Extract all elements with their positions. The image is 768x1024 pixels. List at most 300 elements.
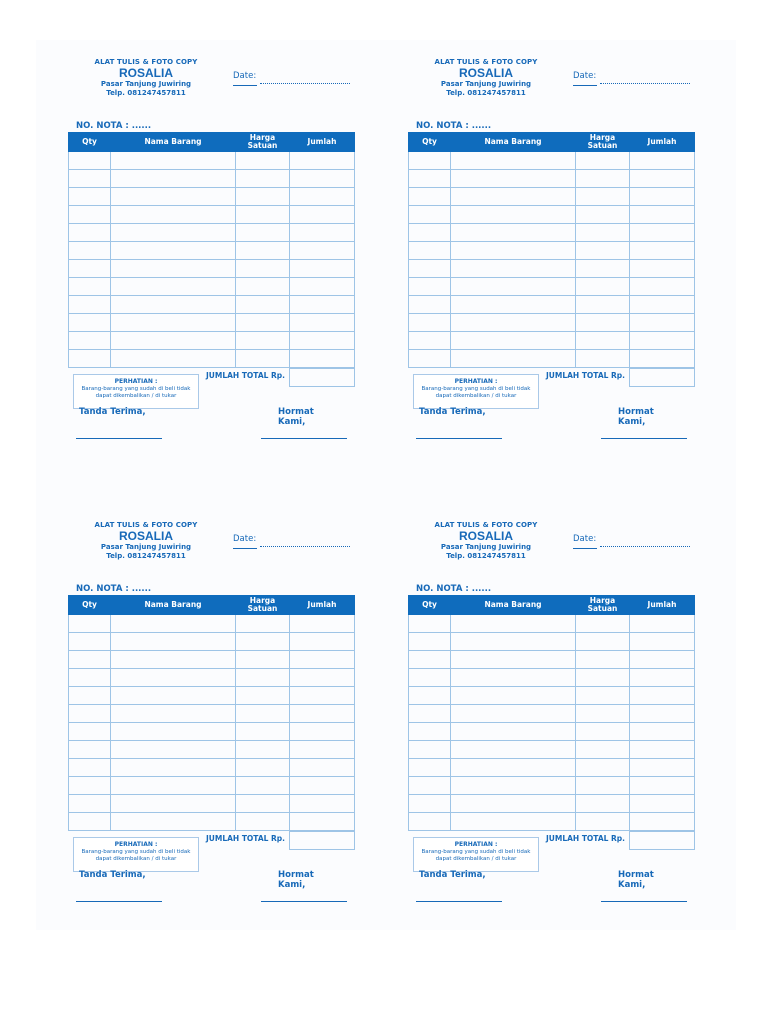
notice-box xyxy=(73,837,199,872)
col-unit-price: Harga Satuan xyxy=(236,596,290,615)
table-cell xyxy=(69,795,111,813)
table-cell xyxy=(630,723,695,741)
table-cell xyxy=(409,759,451,777)
table-cell xyxy=(290,278,355,296)
table-cell xyxy=(290,759,355,777)
items-table xyxy=(408,132,695,368)
date-dotted-line xyxy=(600,546,690,547)
notice-text: Barang-barang yang sudah di beli tidak dapat dikembalikan / di tukar xyxy=(81,849,191,862)
table-cell xyxy=(451,206,576,224)
table-cell xyxy=(451,260,576,278)
table-cell xyxy=(69,206,111,224)
table-cell xyxy=(576,669,630,687)
table-cell xyxy=(69,296,111,314)
table-cell xyxy=(630,350,695,368)
table-cell xyxy=(111,278,236,296)
col-qty: Qty xyxy=(409,133,451,152)
table-cell xyxy=(290,795,355,813)
table-cell xyxy=(290,687,355,705)
table-row xyxy=(69,170,355,188)
table-cell xyxy=(111,260,236,278)
table-cell xyxy=(630,260,695,278)
table-cell xyxy=(576,224,630,242)
receiver-signature-line xyxy=(416,438,502,439)
store-contact xyxy=(406,543,566,560)
table-cell xyxy=(630,224,695,242)
table-cell xyxy=(409,260,451,278)
table-row xyxy=(409,260,695,278)
table-cell xyxy=(111,242,236,260)
items-table xyxy=(68,595,355,831)
table-row xyxy=(69,332,355,350)
table-row xyxy=(69,687,355,705)
table-cell xyxy=(576,759,630,777)
table-cell xyxy=(630,615,695,633)
store-address: Pasar Tanjung Juwiring xyxy=(100,543,192,551)
table-cell xyxy=(576,350,630,368)
table-cell xyxy=(290,170,355,188)
table-cell xyxy=(451,332,576,350)
table-row xyxy=(69,224,355,242)
table-cell xyxy=(290,350,355,368)
table-row xyxy=(69,669,355,687)
table-cell xyxy=(111,759,236,777)
table-header-row xyxy=(69,133,355,152)
notice-title: PERHATIAN : xyxy=(114,378,158,385)
col-amount: Jumlah xyxy=(290,596,355,615)
table-cell xyxy=(236,687,290,705)
table-cell xyxy=(630,278,695,296)
table-cell xyxy=(576,813,630,831)
table-cell xyxy=(576,795,630,813)
table-row xyxy=(69,633,355,651)
table-cell xyxy=(409,152,451,170)
table-cell xyxy=(451,633,576,651)
table-row xyxy=(69,350,355,368)
table-row xyxy=(409,705,695,723)
store-phone: Telp. 081247457811 xyxy=(106,88,186,97)
table-cell xyxy=(236,795,290,813)
table-cell xyxy=(236,723,290,741)
table-cell xyxy=(451,651,576,669)
table-row xyxy=(69,615,355,633)
table-cell xyxy=(451,350,576,368)
receiver-signature-label: Tanda Terima, xyxy=(79,870,146,880)
total-label: JUMLAH TOTAL Rp. xyxy=(206,371,286,380)
sender-signature-line xyxy=(261,901,347,902)
col-qty: Qty xyxy=(69,133,111,152)
table-cell xyxy=(290,651,355,669)
table-row xyxy=(69,777,355,795)
total-amount-field xyxy=(289,831,355,850)
table-cell xyxy=(69,633,111,651)
table-row xyxy=(69,242,355,260)
date-line xyxy=(233,548,257,549)
table-cell xyxy=(69,314,111,332)
col-qty: Qty xyxy=(69,596,111,615)
table-cell xyxy=(451,170,576,188)
table-cell xyxy=(236,813,290,831)
store-phone: Telp. 081247457811 xyxy=(446,551,526,560)
col-item-name: Nama Barang xyxy=(111,133,236,152)
store-phone: Telp. 081247457811 xyxy=(446,88,526,97)
table-cell xyxy=(409,224,451,242)
table-cell xyxy=(451,777,576,795)
col-item-name: Nama Barang xyxy=(451,596,576,615)
table-cell xyxy=(409,188,451,206)
store-address: Pasar Tanjung Juwiring xyxy=(100,80,192,88)
receipt-sheet xyxy=(36,40,736,930)
table-cell xyxy=(290,152,355,170)
table-row xyxy=(69,296,355,314)
table-cell xyxy=(69,651,111,669)
receiver-signature-label: Tanda Terima, xyxy=(419,407,486,417)
table-cell xyxy=(69,741,111,759)
table-row xyxy=(409,795,695,813)
table-cell xyxy=(236,170,290,188)
table-cell xyxy=(576,723,630,741)
table-cell xyxy=(290,813,355,831)
date-dotted-line xyxy=(260,546,350,547)
notice-title: PERHATIAN : xyxy=(454,378,498,385)
notice-text: Barang-barang yang sudah di beli tidak dapat dikembalikan / di tukar xyxy=(421,386,531,399)
table-cell xyxy=(576,687,630,705)
table-cell xyxy=(290,206,355,224)
total-amount-field xyxy=(629,368,695,387)
receiver-signature-line xyxy=(76,901,162,902)
table-cell xyxy=(111,687,236,705)
table-cell xyxy=(290,633,355,651)
table-cell xyxy=(290,224,355,242)
receiver-signature-line xyxy=(76,438,162,439)
receiver-signature-line xyxy=(416,901,502,902)
table-cell xyxy=(576,615,630,633)
col-unit-price: Harga Satuan xyxy=(576,596,630,615)
table-cell xyxy=(451,296,576,314)
table-row xyxy=(69,705,355,723)
table-cell xyxy=(69,224,111,242)
notice-box xyxy=(73,374,199,409)
sender-signature-label: Hormat Kami, xyxy=(618,407,654,427)
nota-number: NO. NOTA : ...... xyxy=(76,121,152,131)
table-cell xyxy=(576,314,630,332)
business-line: ALAT TULIS & FOTO COPY xyxy=(94,58,198,66)
table-row xyxy=(409,813,695,831)
table-cell xyxy=(451,687,576,705)
date-line xyxy=(573,548,597,549)
table-row xyxy=(409,188,695,206)
table-cell xyxy=(69,615,111,633)
table-cell xyxy=(236,314,290,332)
table-cell xyxy=(409,795,451,813)
table-cell xyxy=(576,260,630,278)
table-cell xyxy=(111,206,236,224)
table-cell xyxy=(409,206,451,224)
table-row xyxy=(409,170,695,188)
table-cell xyxy=(630,759,695,777)
table-cell xyxy=(236,332,290,350)
col-item-name: Nama Barang xyxy=(111,596,236,615)
table-row xyxy=(69,314,355,332)
table-cell xyxy=(69,669,111,687)
nota-number: NO. NOTA : ...... xyxy=(416,121,492,131)
table-row xyxy=(69,795,355,813)
total-amount-field xyxy=(629,831,695,850)
table-cell xyxy=(630,669,695,687)
table-cell xyxy=(69,152,111,170)
table-row xyxy=(409,242,695,260)
table-cell xyxy=(576,777,630,795)
receipt-card xyxy=(376,40,676,460)
date-line xyxy=(573,85,597,86)
table-row xyxy=(409,687,695,705)
table-header-row xyxy=(69,596,355,615)
table-row xyxy=(69,741,355,759)
table-cell xyxy=(630,242,695,260)
table-cell xyxy=(630,296,695,314)
table-cell xyxy=(111,615,236,633)
table-cell xyxy=(451,705,576,723)
receiver-signature-label: Tanda Terima, xyxy=(419,870,486,880)
table-cell xyxy=(236,188,290,206)
table-cell xyxy=(409,723,451,741)
col-amount: Jumlah xyxy=(630,133,695,152)
table-cell xyxy=(630,332,695,350)
nota-number: NO. NOTA : ...... xyxy=(416,584,492,594)
business-line: ALAT TULIS & FOTO COPY xyxy=(434,58,538,66)
table-header-row xyxy=(409,133,695,152)
table-cell xyxy=(290,332,355,350)
receipt-card xyxy=(36,40,336,460)
table-row xyxy=(69,206,355,224)
table-cell xyxy=(576,152,630,170)
table-cell xyxy=(630,777,695,795)
table-cell xyxy=(236,615,290,633)
table-row xyxy=(409,633,695,651)
sender-signature-line xyxy=(261,438,347,439)
date-line xyxy=(233,85,257,86)
table-row xyxy=(69,759,355,777)
date-dotted-line xyxy=(600,83,690,84)
table-cell xyxy=(451,813,576,831)
table-row xyxy=(69,278,355,296)
table-cell xyxy=(630,206,695,224)
receipt-card xyxy=(376,503,676,923)
table-cell xyxy=(236,651,290,669)
sender-signature-line xyxy=(601,901,687,902)
table-cell xyxy=(69,723,111,741)
table-row xyxy=(409,723,695,741)
col-item-name: Nama Barang xyxy=(451,133,576,152)
notice-text: Barang-barang yang sudah di beli tidak dapat dikembalikan / di tukar xyxy=(421,849,531,862)
table-cell xyxy=(111,314,236,332)
store-contact xyxy=(66,543,226,560)
table-cell xyxy=(236,260,290,278)
table-cell xyxy=(69,705,111,723)
business-line: ALAT TULIS & FOTO COPY xyxy=(94,521,198,529)
table-row xyxy=(409,759,695,777)
table-cell xyxy=(236,242,290,260)
table-cell xyxy=(290,188,355,206)
table-cell xyxy=(236,206,290,224)
business-line: ALAT TULIS & FOTO COPY xyxy=(434,521,538,529)
table-cell xyxy=(111,669,236,687)
table-row xyxy=(69,651,355,669)
sender-signature-label: Hormat Kami, xyxy=(278,870,314,890)
table-row xyxy=(409,651,695,669)
table-cell xyxy=(236,705,290,723)
table-cell xyxy=(111,224,236,242)
table-row xyxy=(69,188,355,206)
table-row xyxy=(409,314,695,332)
notice-box xyxy=(413,837,539,872)
table-cell xyxy=(409,813,451,831)
table-cell xyxy=(111,152,236,170)
table-cell xyxy=(576,188,630,206)
table-cell xyxy=(630,188,695,206)
table-cell xyxy=(290,777,355,795)
table-cell xyxy=(290,705,355,723)
table-row xyxy=(69,260,355,278)
store-name: ROSALIA xyxy=(119,66,173,80)
items-table xyxy=(68,132,355,368)
table-cell xyxy=(451,314,576,332)
table-cell xyxy=(290,242,355,260)
table-cell xyxy=(451,224,576,242)
table-row xyxy=(409,350,695,368)
table-cell xyxy=(69,242,111,260)
table-cell xyxy=(630,314,695,332)
table-cell xyxy=(69,777,111,795)
table-row xyxy=(409,777,695,795)
table-cell xyxy=(69,260,111,278)
table-cell xyxy=(409,777,451,795)
table-row xyxy=(69,152,355,170)
store-phone: Telp. 081247457811 xyxy=(106,551,186,560)
store-name: ROSALIA xyxy=(459,529,513,543)
table-row xyxy=(409,296,695,314)
notice-title: PERHATIAN : xyxy=(114,841,158,848)
receiver-signature-label: Tanda Terima, xyxy=(79,407,146,417)
table-cell xyxy=(69,332,111,350)
table-cell xyxy=(290,741,355,759)
table-cell xyxy=(451,669,576,687)
table-row xyxy=(409,741,695,759)
table-cell xyxy=(451,741,576,759)
table-row xyxy=(69,723,355,741)
table-cell xyxy=(576,278,630,296)
table-cell xyxy=(111,296,236,314)
table-cell xyxy=(290,296,355,314)
table-cell xyxy=(409,651,451,669)
total-amount-field xyxy=(289,368,355,387)
table-cell xyxy=(451,723,576,741)
table-row xyxy=(409,152,695,170)
table-row xyxy=(69,813,355,831)
table-cell xyxy=(451,615,576,633)
table-cell xyxy=(451,795,576,813)
table-cell xyxy=(630,687,695,705)
table-cell xyxy=(576,633,630,651)
table-cell xyxy=(236,224,290,242)
table-row xyxy=(409,224,695,242)
total-label: JUMLAH TOTAL Rp. xyxy=(546,371,626,380)
table-header-row xyxy=(409,596,695,615)
store-address: Pasar Tanjung Juwiring xyxy=(440,80,532,88)
store-name: ROSALIA xyxy=(119,529,173,543)
nota-number: NO. NOTA : ...... xyxy=(76,584,152,594)
table-cell xyxy=(69,350,111,368)
table-cell xyxy=(111,741,236,759)
col-amount: Jumlah xyxy=(630,596,695,615)
store-address: Pasar Tanjung Juwiring xyxy=(440,543,532,551)
table-cell xyxy=(451,759,576,777)
table-cell xyxy=(236,278,290,296)
table-cell xyxy=(409,314,451,332)
table-cell xyxy=(236,669,290,687)
table-cell xyxy=(111,705,236,723)
notice-text: Barang-barang yang sudah di beli tidak dapat dikembalikan / di tukar xyxy=(81,386,191,399)
date-dotted-line xyxy=(260,83,350,84)
table-cell xyxy=(576,170,630,188)
col-unit-price: Harga Satuan xyxy=(236,133,290,152)
table-cell xyxy=(69,278,111,296)
date-label: Date: xyxy=(573,534,597,544)
table-row xyxy=(409,669,695,687)
store-contact xyxy=(406,80,566,97)
table-cell xyxy=(451,188,576,206)
table-cell xyxy=(409,242,451,260)
table-cell xyxy=(290,723,355,741)
notice-box xyxy=(413,374,539,409)
table-cell xyxy=(290,260,355,278)
table-cell xyxy=(409,687,451,705)
date-label: Date: xyxy=(233,534,257,544)
table-cell xyxy=(69,687,111,705)
table-cell xyxy=(111,813,236,831)
table-cell xyxy=(576,242,630,260)
notice-title: PERHATIAN : xyxy=(454,841,498,848)
table-cell xyxy=(111,170,236,188)
table-cell xyxy=(409,278,451,296)
table-cell xyxy=(111,723,236,741)
table-cell xyxy=(111,777,236,795)
table-cell xyxy=(576,741,630,759)
date-label: Date: xyxy=(573,71,597,81)
table-cell xyxy=(576,705,630,723)
table-cell xyxy=(236,152,290,170)
table-cell xyxy=(409,350,451,368)
date-label: Date: xyxy=(233,71,257,81)
table-cell xyxy=(576,651,630,669)
table-cell xyxy=(409,332,451,350)
table-cell xyxy=(236,741,290,759)
table-row xyxy=(409,332,695,350)
table-cell xyxy=(409,705,451,723)
sender-signature-label: Hormat Kami, xyxy=(278,407,314,427)
table-cell xyxy=(111,332,236,350)
table-row xyxy=(409,615,695,633)
table-cell xyxy=(576,206,630,224)
receipt-card xyxy=(36,503,336,923)
table-cell xyxy=(630,170,695,188)
table-cell xyxy=(630,633,695,651)
table-cell xyxy=(409,615,451,633)
table-cell xyxy=(576,296,630,314)
table-cell xyxy=(630,152,695,170)
table-cell xyxy=(111,651,236,669)
table-cell xyxy=(236,296,290,314)
